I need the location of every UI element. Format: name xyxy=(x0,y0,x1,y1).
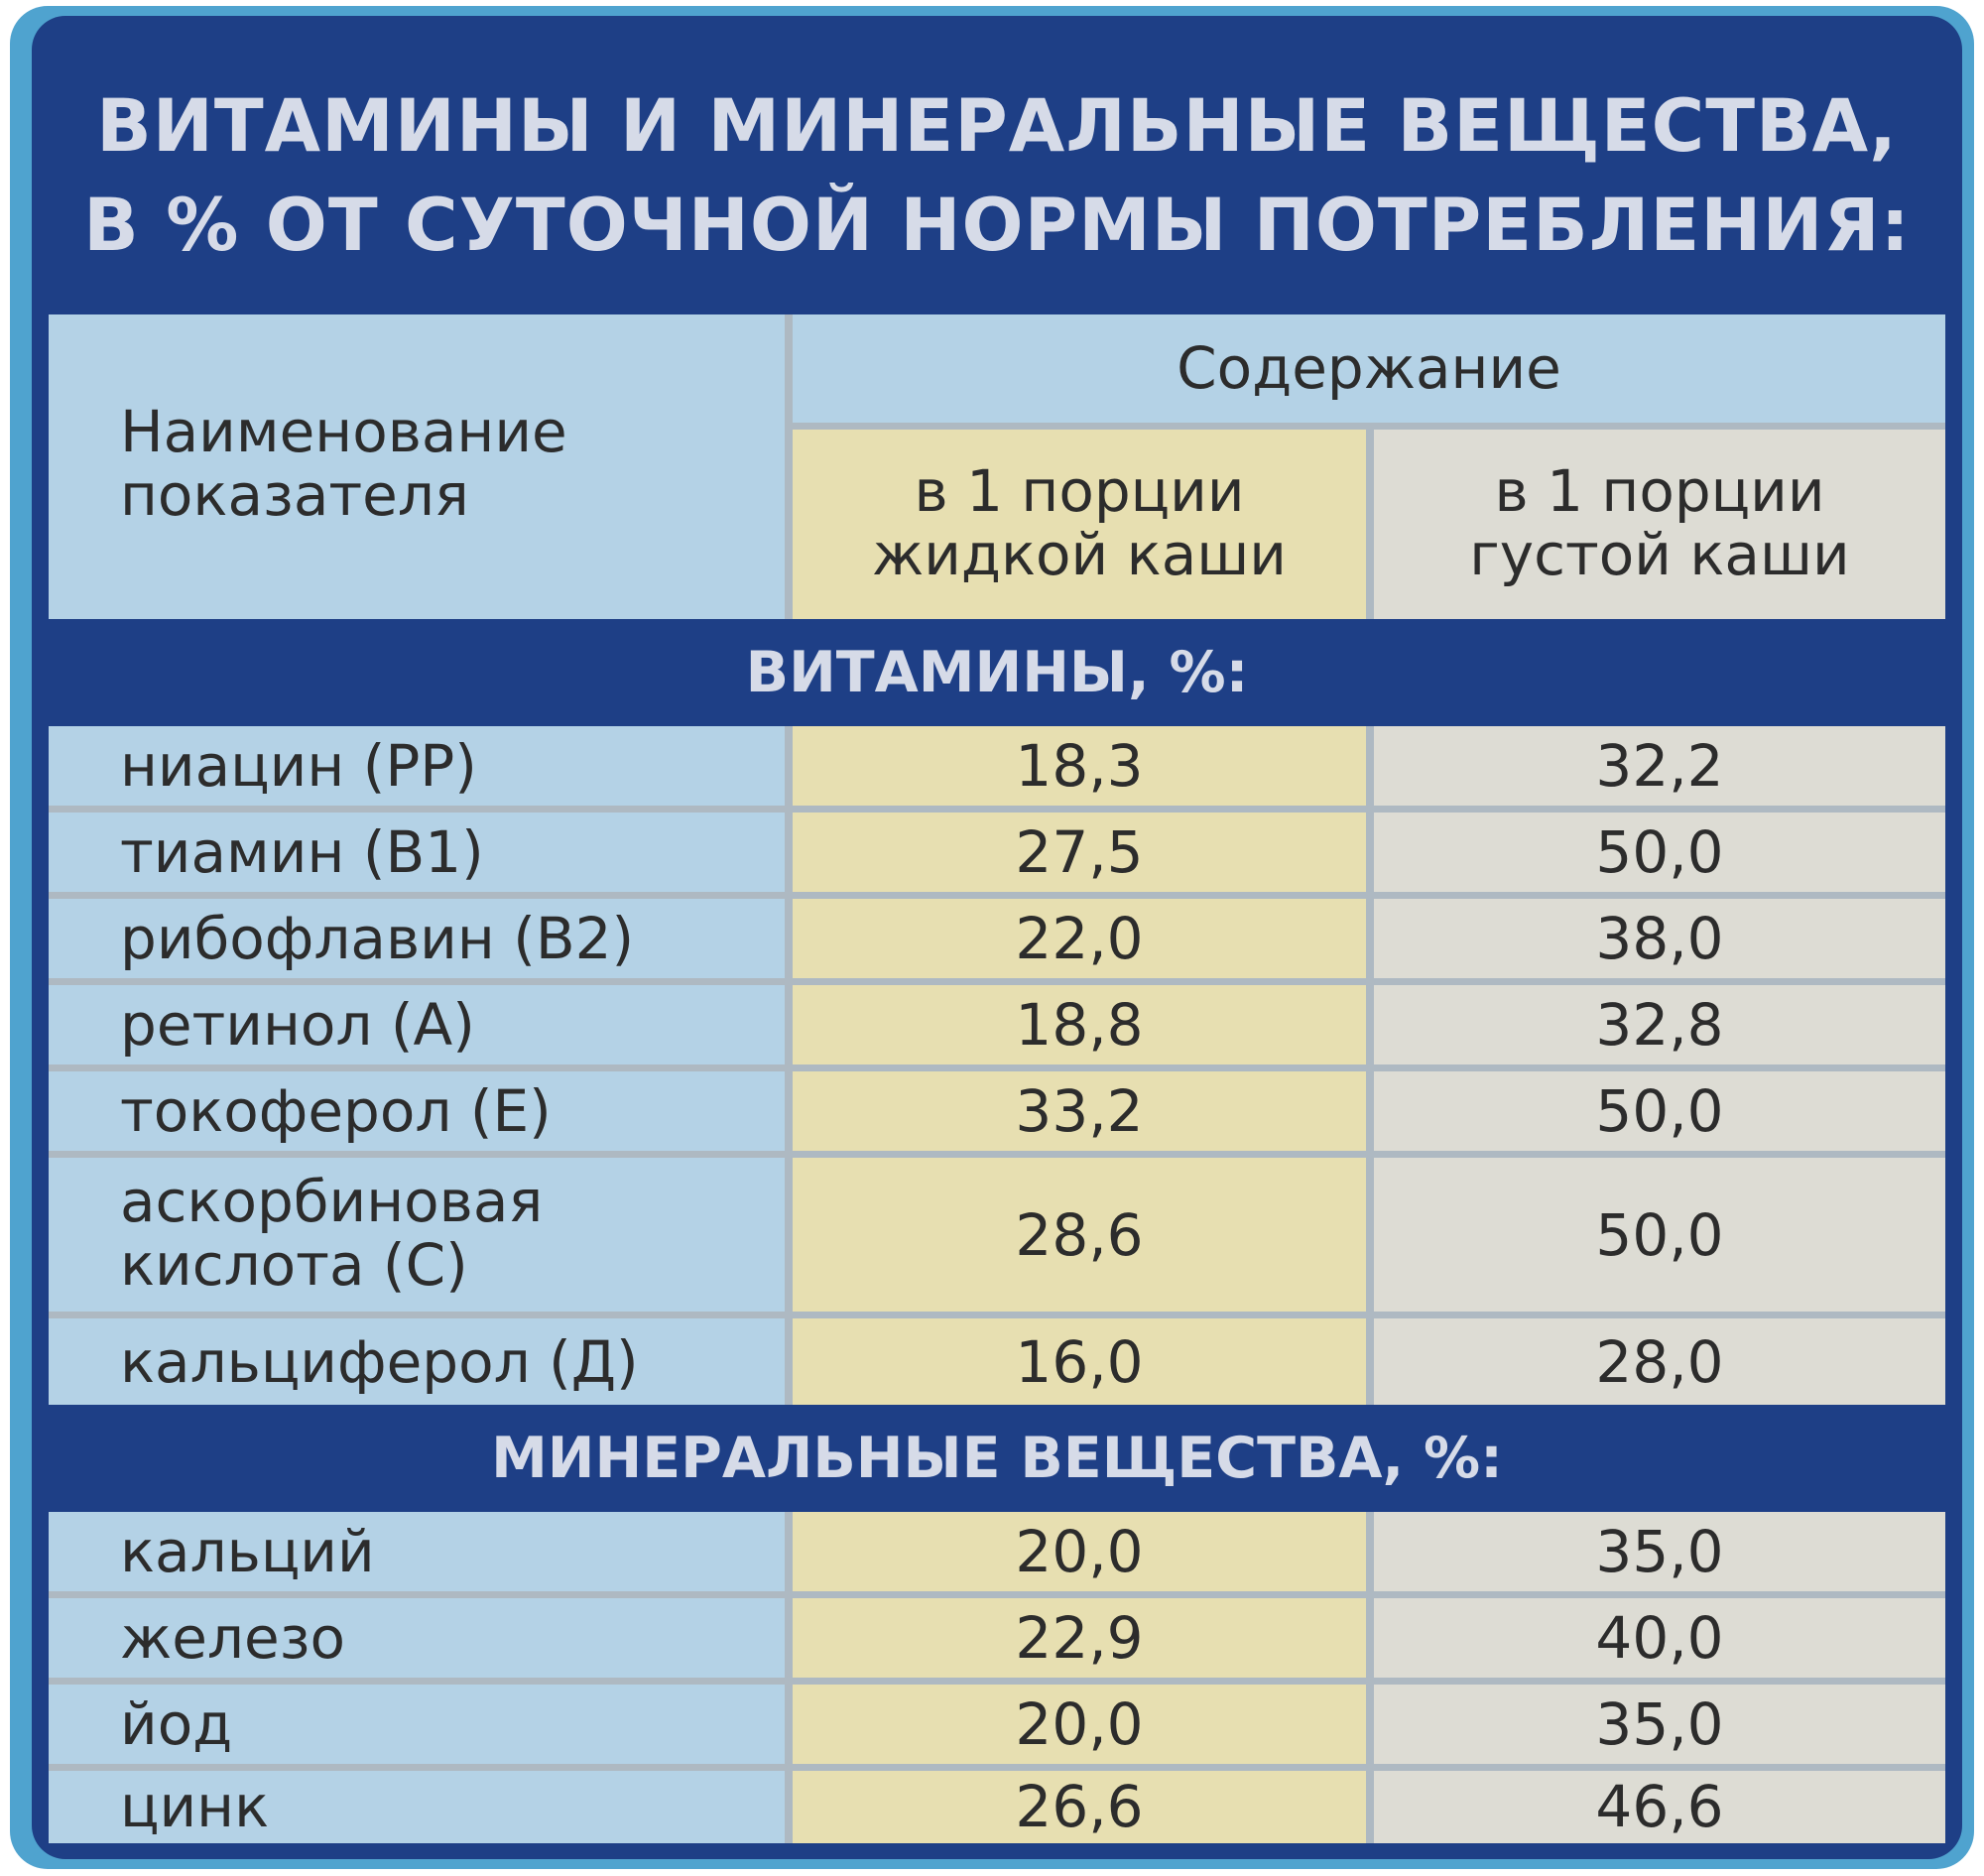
liquid-value-cell xyxy=(793,1685,1366,1764)
thick-value-cell xyxy=(1374,1071,1945,1151)
liquid-value: 33,2 xyxy=(1015,1077,1144,1145)
liquid-value-cell xyxy=(793,813,1366,892)
header-thick-line-2: густой каши xyxy=(1469,521,1850,588)
thick-value-cell xyxy=(1374,1771,1945,1843)
vitamins-heading: ВИТАМИНЫ, %: xyxy=(49,619,1945,726)
thick-value-cell xyxy=(1374,985,1945,1064)
liquid-value: 18,3 xyxy=(1015,732,1144,800)
table-row xyxy=(49,1771,785,1843)
row-name-line-2: кислота (С) xyxy=(120,1231,468,1299)
table-row xyxy=(49,899,785,978)
thick-value: 50,0 xyxy=(1595,1201,1724,1269)
header-name-line-2: показателя xyxy=(120,461,469,529)
row-name: рибофлавин (В2) xyxy=(120,905,635,972)
thick-value: 35,0 xyxy=(1595,1518,1724,1585)
thick-value: 28,0 xyxy=(1595,1328,1724,1396)
liquid-value: 18,8 xyxy=(1015,991,1144,1059)
row-name: ретинол (А) xyxy=(120,991,475,1059)
thick-value-cell xyxy=(1374,899,1945,978)
row-name: кальций xyxy=(120,1518,375,1585)
liquid-value: 20,0 xyxy=(1015,1518,1144,1585)
row-name: токоферол (Е) xyxy=(120,1077,552,1145)
row-name: ниацин (РР) xyxy=(120,732,477,800)
thick-value-cell xyxy=(1374,1512,1945,1591)
row-name-line-1: аскорбиновая xyxy=(120,1168,544,1235)
liquid-value-cell xyxy=(793,1771,1366,1843)
liquid-value: 22,0 xyxy=(1015,905,1144,972)
thick-value: 38,0 xyxy=(1595,905,1724,972)
table-row xyxy=(49,1685,785,1764)
thick-value: 40,0 xyxy=(1595,1604,1724,1672)
header-thick-line-1: в 1 порции xyxy=(1494,457,1825,525)
table-row xyxy=(49,1318,785,1405)
page-title xyxy=(32,77,1962,288)
minerals-heading: МИНЕРАЛЬНЫЕ ВЕЩЕСТВА, %: xyxy=(49,1405,1945,1512)
liquid-value: 20,0 xyxy=(1015,1690,1144,1758)
row-name: железо xyxy=(120,1604,346,1672)
table-row xyxy=(49,813,785,892)
thick-value-cell xyxy=(1374,726,1945,806)
title-line-1: ВИТАМИНЫ И МИНЕРАЛЬНЫЕ ВЕЩЕСТВА, xyxy=(96,84,1898,169)
header-liquid-line-1: в 1 порции xyxy=(914,457,1245,525)
table-panel xyxy=(32,16,1962,1859)
table-row xyxy=(49,985,785,1064)
liquid-value-cell xyxy=(793,1071,1366,1151)
liquid-value-cell xyxy=(793,985,1366,1064)
liquid-value-cell xyxy=(793,1512,1366,1591)
liquid-value-cell xyxy=(793,1158,1366,1312)
thick-value-cell xyxy=(1374,1598,1945,1678)
header-name-cell xyxy=(49,314,785,619)
header-liquid-cell xyxy=(793,430,1366,619)
liquid-value-cell xyxy=(793,726,1366,806)
table-row xyxy=(49,1512,785,1591)
liquid-value-cell xyxy=(793,899,1366,978)
thick-value-cell xyxy=(1374,813,1945,892)
row-name: цинк xyxy=(120,1773,270,1840)
outer-frame xyxy=(10,6,1974,1869)
thick-value: 46,6 xyxy=(1595,1773,1724,1840)
row-name: кальциферол (Д) xyxy=(120,1328,639,1396)
nutrition-table xyxy=(49,314,1945,1843)
thick-value: 32,2 xyxy=(1595,732,1724,800)
liquid-value: 28,6 xyxy=(1015,1201,1144,1269)
liquid-value-cell xyxy=(793,1598,1366,1678)
liquid-value: 27,5 xyxy=(1015,818,1144,886)
thick-value: 50,0 xyxy=(1595,1077,1724,1145)
thick-value-cell xyxy=(1374,1318,1945,1405)
header-liquid-line-2: жидкой каши xyxy=(871,521,1288,588)
table-row xyxy=(49,1071,785,1151)
liquid-value: 16,0 xyxy=(1015,1328,1144,1396)
row-name: тиамин (В1) xyxy=(120,818,484,886)
table-row xyxy=(49,726,785,806)
liquid-value-cell xyxy=(793,1318,1366,1405)
header-name-line-1: Наименование xyxy=(120,398,567,465)
liquid-value: 26,6 xyxy=(1015,1773,1144,1840)
row-name: йод xyxy=(120,1690,233,1758)
header-content-cell xyxy=(793,314,1945,423)
title-line-2: В % ОТ СУТОЧНОЙ НОРМЫ ПОТРЕБЛЕНИЯ: xyxy=(83,184,1911,268)
thick-value-cell xyxy=(1374,1158,1945,1312)
thick-value: 35,0 xyxy=(1595,1690,1724,1758)
table-row xyxy=(49,1158,785,1312)
header-content-label: Содержание xyxy=(1177,334,1561,402)
thick-value-cell xyxy=(1374,1685,1945,1764)
liquid-value: 22,9 xyxy=(1015,1604,1144,1672)
thick-value: 32,8 xyxy=(1595,991,1724,1059)
table-row xyxy=(49,1598,785,1678)
thick-value: 50,0 xyxy=(1595,818,1724,886)
header-thick-cell xyxy=(1374,430,1945,619)
